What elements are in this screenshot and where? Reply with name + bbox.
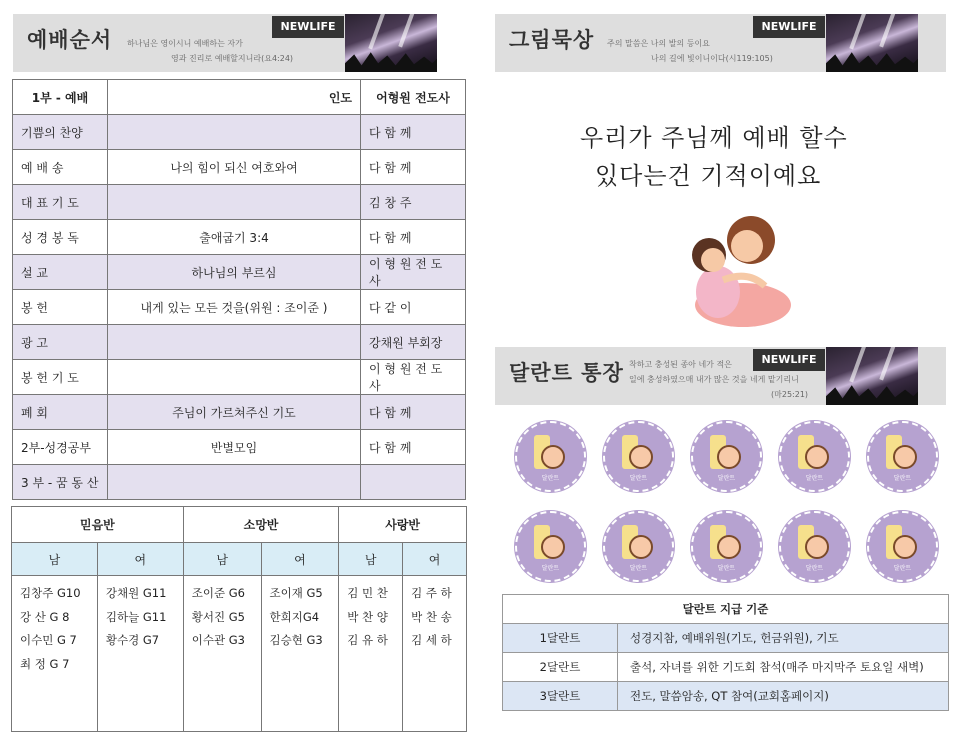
worship-order-row bbox=[13, 220, 466, 255]
verse-line-2: 일에 충성하였으매 내가 많은 것을 네게 맡기리니 bbox=[629, 375, 799, 384]
child-face bbox=[717, 445, 741, 469]
coin-label: 달란트 bbox=[541, 475, 560, 482]
leader-label: 인도 bbox=[108, 80, 361, 115]
order-item: 3 부 - 꿈 동 산 bbox=[13, 465, 108, 500]
order-content bbox=[108, 465, 361, 500]
newlife-badge: NEWLIFE bbox=[272, 16, 344, 38]
coin-label: 달란트 bbox=[805, 565, 824, 572]
order-content: 출애굽기 3:4 bbox=[108, 220, 361, 255]
talent-header bbox=[495, 347, 946, 405]
worship-order-header bbox=[13, 14, 437, 72]
worship-crowd-image bbox=[826, 14, 918, 72]
meditation-verse bbox=[607, 36, 773, 66]
coin-label: 달란트 bbox=[629, 475, 648, 482]
member-name: 이수관 G3 bbox=[191, 633, 245, 647]
meditation-illustration bbox=[555, 100, 910, 330]
member-name: 조이재 G5 bbox=[269, 586, 323, 600]
coin-label: 달란트 bbox=[717, 565, 736, 572]
coin-label: 달란트 bbox=[541, 565, 560, 572]
worship-order-row bbox=[13, 150, 466, 185]
sex-row bbox=[12, 543, 467, 576]
child-face bbox=[717, 535, 741, 559]
worship-order-verse bbox=[127, 36, 293, 66]
order-content bbox=[108, 325, 361, 360]
order-item: 성 경 봉 독 bbox=[13, 220, 108, 255]
member-name: 황서진 G5 bbox=[191, 609, 245, 624]
criteria-level: 2달란트 bbox=[503, 653, 618, 682]
talent-coin-icon bbox=[515, 511, 586, 582]
order-person: 다 같 이 bbox=[361, 290, 466, 325]
verse-line-1: 주의 말씀은 나의 발의 등이요 bbox=[607, 39, 710, 48]
meditation-header bbox=[495, 14, 946, 72]
class-groups-table bbox=[11, 506, 467, 732]
class-name: 믿음반 bbox=[12, 507, 184, 543]
talent-coin-icon bbox=[603, 421, 674, 492]
talent-title: 달란트 통장 bbox=[509, 361, 624, 385]
verse-line-1: 착하고 충성된 종아 네가 적은 bbox=[629, 360, 732, 369]
criteria-description: 성경지참, 예배위원(기도, 헌금위원), 기도 bbox=[618, 624, 949, 653]
coin-label: 달란트 bbox=[893, 565, 912, 572]
sex-label: 남 bbox=[339, 543, 403, 576]
talent-coin-icon bbox=[515, 421, 586, 492]
order-item: 기쁨의 찬양 bbox=[13, 115, 108, 150]
newlife-badge: NEWLIFE bbox=[753, 16, 825, 38]
worship-order-row bbox=[13, 255, 466, 290]
child-face bbox=[541, 445, 565, 469]
order-item: 폐 회 bbox=[13, 395, 108, 430]
order-item: 설 교 bbox=[13, 255, 108, 290]
member-list bbox=[97, 576, 183, 732]
member-name: 김창주 G10 bbox=[20, 586, 81, 600]
worship-crowd-image bbox=[345, 14, 437, 72]
member-name: 한희지G4 bbox=[269, 609, 320, 624]
order-item: 예 배 송 bbox=[13, 150, 108, 185]
worship-order-row bbox=[13, 115, 466, 150]
member-list bbox=[12, 576, 98, 732]
member-list bbox=[183, 576, 261, 732]
member-name: 김승현 G3 bbox=[269, 633, 323, 647]
criteria-title: 달란트 지급 기준 bbox=[503, 595, 949, 624]
class-name: 사랑반 bbox=[339, 507, 467, 543]
talent-coin-icon bbox=[779, 511, 850, 582]
criteria-title-row bbox=[503, 595, 949, 624]
talent-coin-icon bbox=[867, 421, 938, 492]
order-person: 다 함 께 bbox=[361, 115, 466, 150]
art-line-1: 우리가 주님께 예배 할수 bbox=[580, 124, 848, 152]
order-item: 봉 헌 bbox=[13, 290, 108, 325]
order-item: 봉 헌 기 도 bbox=[13, 360, 108, 395]
member-name: 김 세 하 bbox=[411, 633, 452, 647]
worship-order-row bbox=[13, 360, 466, 395]
criteria-row bbox=[503, 682, 949, 711]
order-person: 이 형 원 전 도 사 bbox=[361, 255, 466, 290]
worship-order-row bbox=[13, 290, 466, 325]
order-content: 내게 있는 모든 것을(위원 : 조이준 ) bbox=[108, 290, 361, 325]
order-content: 나의 힘이 되신 여호와여 bbox=[108, 150, 361, 185]
verse-line-3: (마25:21) bbox=[771, 390, 809, 399]
order-person bbox=[361, 465, 466, 500]
order-person: 강채원 부회장 bbox=[361, 325, 466, 360]
criteria-level: 3달란트 bbox=[503, 682, 618, 711]
talent-criteria-table bbox=[502, 594, 949, 711]
sex-label: 남 bbox=[183, 543, 261, 576]
member-name: 김 민 찬 bbox=[347, 586, 388, 600]
part-label: 1부 - 예배 bbox=[13, 80, 108, 115]
member-name: 강 산 G 8 bbox=[20, 609, 70, 624]
child-face bbox=[805, 445, 829, 469]
criteria-level: 1달란트 bbox=[503, 624, 618, 653]
order-item: 대 표 기 도 bbox=[13, 185, 108, 220]
sex-label: 여 bbox=[97, 543, 183, 576]
child-face bbox=[893, 535, 917, 559]
verse-line-2: 영과 진리로 예배할지니라(요4:24) bbox=[171, 54, 294, 63]
member-name: 박 찬 송 bbox=[411, 609, 452, 624]
member-name: 이수민 G 7 bbox=[20, 633, 77, 647]
order-content: 반별모임 bbox=[108, 430, 361, 465]
order-content: 하나님의 부르심 bbox=[108, 255, 361, 290]
member-name: 박 찬 양 bbox=[347, 609, 388, 624]
order-content bbox=[108, 185, 361, 220]
sex-label: 여 bbox=[261, 543, 339, 576]
order-content bbox=[108, 115, 361, 150]
meditation-title: 그림묵상 bbox=[509, 28, 595, 52]
talent-coin-icon bbox=[779, 421, 850, 492]
sex-label: 여 bbox=[403, 543, 467, 576]
verse-line-1: 하나님은 영이시니 예배하는 자가 bbox=[127, 39, 243, 48]
order-person: 다 함 께 bbox=[361, 150, 466, 185]
class-name-row bbox=[12, 507, 467, 543]
worship-order-row bbox=[13, 465, 466, 500]
criteria-description: 출석, 자녀를 위한 기도회 참석(매주 마지막주 토요일 새벽) bbox=[618, 653, 949, 682]
child-face bbox=[805, 535, 829, 559]
worship-order-head-row bbox=[13, 80, 466, 115]
talent-coin-icon bbox=[603, 511, 674, 582]
newlife-badge: NEWLIFE bbox=[753, 349, 825, 371]
worship-order-row bbox=[13, 325, 466, 360]
order-item: 광 고 bbox=[13, 325, 108, 360]
member-name: 최 정 G 7 bbox=[20, 656, 70, 671]
member-name: 김하늘 G11 bbox=[105, 609, 167, 624]
coin-label: 달란트 bbox=[805, 475, 824, 482]
order-person: 이 형 원 전 도 사 bbox=[361, 360, 466, 395]
member-list bbox=[339, 576, 403, 732]
worship-order-row bbox=[13, 430, 466, 465]
child-face bbox=[893, 445, 917, 469]
order-person: 다 함 께 bbox=[361, 430, 466, 465]
worship-order-title: 예배순서 bbox=[27, 28, 113, 52]
order-person: 다 함 께 bbox=[361, 220, 466, 255]
class-name: 소망반 bbox=[183, 507, 339, 543]
child-face bbox=[629, 535, 653, 559]
talent-coin-icon bbox=[691, 421, 762, 492]
worship-order-table bbox=[12, 79, 466, 500]
mother-child-drawing bbox=[673, 200, 793, 330]
member-name: 강채원 G11 bbox=[105, 586, 167, 600]
member-name: 조이준 G6 bbox=[191, 586, 245, 600]
member-list bbox=[403, 576, 467, 732]
child-face bbox=[541, 535, 565, 559]
coin-label: 달란트 bbox=[629, 565, 648, 572]
worship-crowd-image bbox=[826, 347, 918, 405]
criteria-description: 전도, 말씀암송, QT 참여(교회홈페이지) bbox=[618, 682, 949, 711]
worship-order-row bbox=[13, 185, 466, 220]
criteria-row bbox=[503, 624, 949, 653]
coin-label: 달란트 bbox=[893, 475, 912, 482]
talent-coin-icon bbox=[691, 511, 762, 582]
member-name: 김 주 하 bbox=[411, 586, 452, 600]
member-name: 김 유 하 bbox=[347, 633, 388, 647]
criteria-row bbox=[503, 653, 949, 682]
members-row bbox=[12, 576, 467, 732]
coin-label: 달란트 bbox=[717, 475, 736, 482]
sex-label: 남 bbox=[12, 543, 98, 576]
order-person: 다 함 께 bbox=[361, 395, 466, 430]
talent-coin-icon bbox=[867, 511, 938, 582]
order-person: 김 창 주 bbox=[361, 185, 466, 220]
order-content bbox=[108, 360, 361, 395]
member-name: 황수경 G7 bbox=[105, 633, 160, 647]
verse-line-2: 나의 길에 빛이니이다(시119:105) bbox=[651, 54, 773, 63]
child-face bbox=[629, 445, 653, 469]
member-list bbox=[261, 576, 339, 732]
order-item: 2부-성경공부 bbox=[13, 430, 108, 465]
order-content: 주님이 가르쳐주신 기도 bbox=[108, 395, 361, 430]
leader-name: 어형원 전도사 bbox=[361, 80, 466, 115]
art-line-2: 있다는건 기적이예요 bbox=[595, 162, 822, 190]
worship-order-row bbox=[13, 395, 466, 430]
